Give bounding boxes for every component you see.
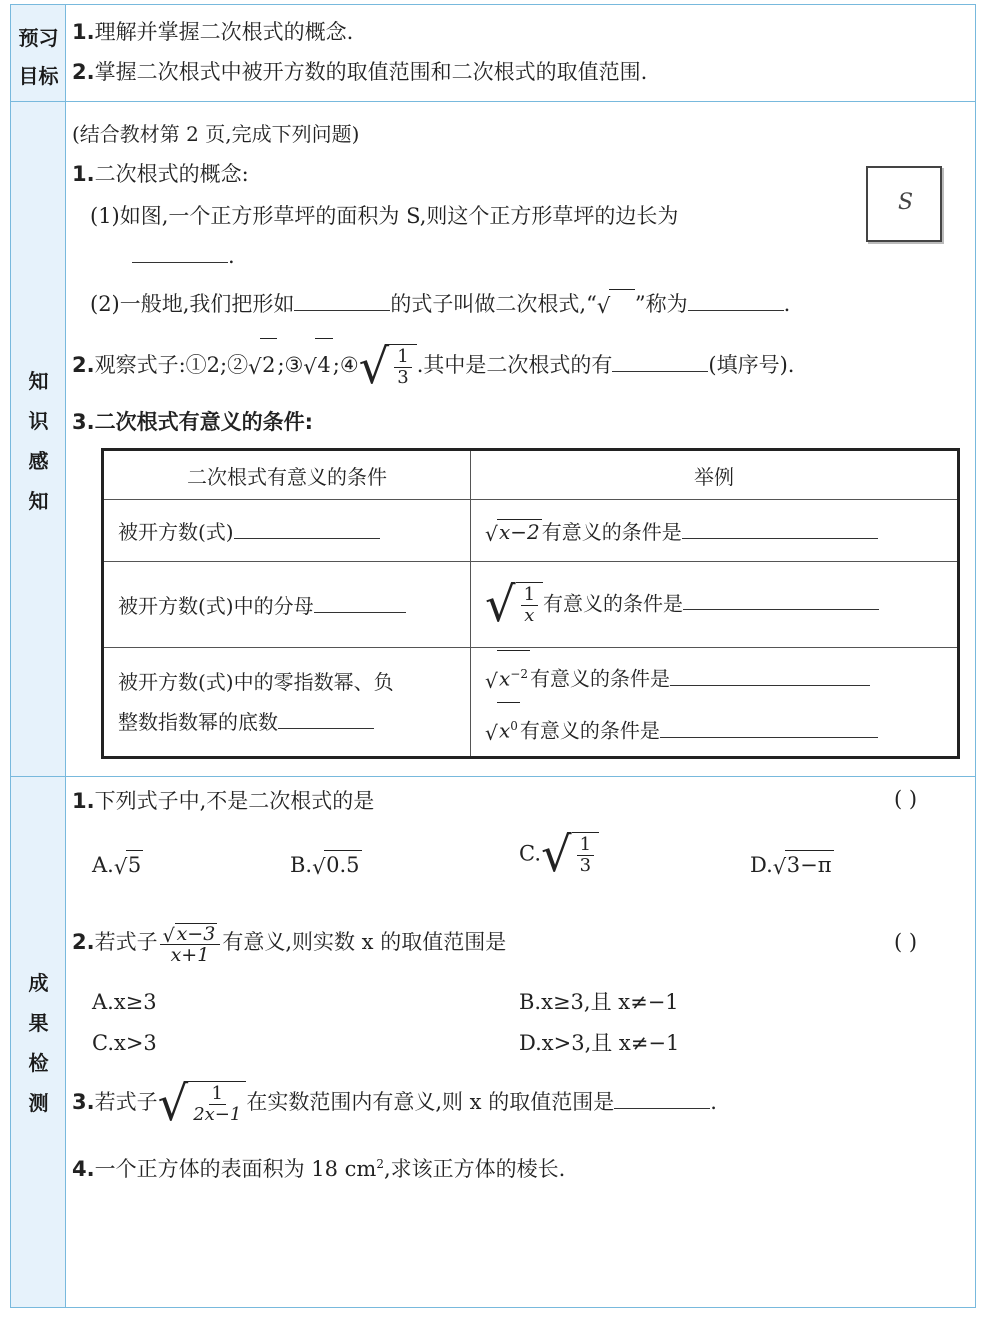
radical-fraction: √ $\frac{1}{3}$ — [541, 832, 599, 878]
option-label: C. — [519, 841, 541, 866]
q1-sub2-text-c: ”称为 — [634, 292, 688, 316]
answer-blank[interactable] — [278, 708, 374, 729]
test-label — [11, 963, 66, 1123]
fraction-denominator: x+1 — [170, 943, 210, 966]
table-row — [103, 562, 959, 648]
test-q2-option-d[interactable]: D.x>3,且 x≠−1 — [519, 1031, 680, 1055]
q3-number: 3. — [72, 410, 95, 434]
q2-text-b: ;③ — [277, 353, 304, 377]
radical-symbol — [597, 289, 635, 318]
q1-sub1: (1)如图,一个正方形草坪的面积为 S,则这个正方形草坪的边长为 — [90, 204, 679, 228]
knowledge-label-char: 知 — [28, 489, 49, 513]
answer-blank[interactable] — [683, 589, 879, 610]
q3-title — [72, 408, 313, 436]
test-q1-text: 下列式子中,不是二次根式的是 — [94, 789, 375, 813]
radical — [163, 923, 218, 944]
test-q1-number: 1. — [72, 789, 95, 813]
preview-label-line2: 目标 — [18, 64, 59, 88]
knowledge-label-char: 识 — [28, 409, 49, 433]
fraction-denominator: 3 — [579, 855, 592, 876]
answer-paren[interactable]: ( ) — [894, 930, 918, 954]
fraction-numerator: 1 — [394, 347, 411, 368]
table-header-example: 举例 — [471, 450, 959, 500]
radical — [485, 650, 530, 702]
test-label-char: 果 — [28, 1011, 49, 1035]
fraction-denominator: 2x−1 — [193, 1103, 242, 1125]
superscript: 2 — [376, 1157, 384, 1171]
radicand: x−3 — [176, 922, 216, 945]
radical — [485, 702, 520, 754]
table-row — [103, 648, 959, 758]
answer-blank[interactable] — [682, 518, 878, 539]
radical — [114, 850, 143, 879]
test-q3-text-a: 若式子 — [94, 1090, 158, 1114]
q1-sub1-answer — [132, 242, 235, 270]
answer-blank[interactable] — [688, 290, 784, 311]
q2-observe — [72, 338, 795, 395]
table-cell-example — [471, 648, 959, 758]
answer-blank[interactable] — [294, 290, 390, 311]
radicand: 5 — [126, 850, 143, 879]
answer-paren[interactable]: ( ) — [894, 787, 918, 811]
option-label: D. — [750, 853, 773, 877]
option-label: B. — [290, 853, 313, 877]
answer-blank[interactable] — [612, 351, 708, 372]
table-cell-example — [471, 500, 959, 562]
row1-condition-text: 被开方数(式) — [118, 520, 234, 544]
divider-knowledge — [11, 776, 975, 777]
radicand: x — [499, 718, 511, 743]
goal-2 — [72, 58, 647, 86]
row3-condition-line1: 被开方数(式)中的零指数幂、负 — [118, 670, 394, 694]
goal-1-text: 理解并掌握二次根式的概念. — [94, 20, 354, 44]
test-q3 — [72, 1074, 717, 1130]
test-q2-option-a[interactable]: A.x≥3 — [92, 990, 157, 1014]
test-q2-option-c[interactable]: C.x>3 — [92, 1031, 157, 1055]
test-q1 — [72, 787, 374, 815]
test-q4 — [72, 1150, 565, 1183]
q1-number: 1. — [72, 162, 95, 186]
radicand: 2 — [260, 338, 277, 391]
test-q2-text-b: 有意义,则实数 x 的取值范围是 — [222, 930, 507, 954]
q1-sub2 — [90, 289, 790, 318]
fraction-denominator: 3 — [397, 366, 409, 388]
knowledge-intro: (结合教材第 2 页,完成下列问题) — [72, 122, 360, 146]
answer-blank[interactable] — [614, 1088, 710, 1109]
table-cell-condition — [103, 562, 471, 648]
test-q3-period: . — [710, 1090, 717, 1114]
q1-sub2-period: . — [783, 292, 791, 316]
q1-sub2-text-b: 的式子叫做二次根式,“ — [390, 292, 597, 316]
test-q2-number: 2. — [72, 930, 95, 954]
test-q3-text-b: 在实数范围内有意义,则 x 的取值范围是 — [246, 1090, 615, 1114]
knowledge-label-char: 知 — [28, 369, 49, 393]
table-header-condition: 二次根式有意义的条件 — [103, 450, 471, 500]
test-q1-option-a[interactable] — [92, 850, 143, 879]
answer-blank[interactable] — [132, 242, 228, 263]
preview-label-line1: 预习 — [18, 26, 59, 50]
table-header-row — [103, 450, 959, 500]
q3-title-text: 二次根式有意义的条件: — [94, 410, 313, 434]
fraction-numerator: 1 — [577, 835, 594, 856]
goal-2-number: 2. — [72, 60, 95, 84]
q1-sub2-text-a: (2)一般地,我们把形如 — [90, 292, 295, 316]
goal-1-number: 1. — [72, 20, 95, 44]
exponent: 0 — [510, 719, 518, 733]
q2-number: 2. — [72, 353, 95, 377]
radical-fraction: √ $\frac{1}{2x-1}$ — [158, 1081, 247, 1127]
test-q2-option-b[interactable]: B.x≥3,且 x≠−1 — [519, 990, 679, 1014]
fraction-numerator: 1 — [521, 585, 538, 606]
radicand: x — [499, 667, 511, 691]
row3-example-a-text: 有意义的条件是 — [529, 667, 670, 691]
answer-blank[interactable] — [660, 717, 878, 738]
q2-text-e: (填序号). — [708, 353, 795, 377]
radicand: x−2 — [499, 520, 540, 544]
radical-fraction: √ $\frac{1}{3}$ — [359, 344, 417, 390]
row3-example-b-text: 有意义的条件是 — [519, 718, 660, 743]
answer-blank[interactable] — [234, 518, 380, 539]
table-cell-example — [471, 562, 959, 648]
radical — [248, 338, 277, 391]
row3-condition-line2: 整数指数幂的底数 — [118, 710, 278, 734]
radical — [312, 850, 361, 879]
knowledge-label — [11, 361, 66, 521]
test-label-char: 成 — [28, 971, 49, 995]
fraction-numerator: 1 — [209, 1084, 226, 1105]
test-label-char: 检 — [28, 1051, 49, 1075]
table-row — [103, 500, 959, 562]
preview-label — [11, 19, 66, 95]
row1-example-text: 有意义的条件是 — [541, 520, 682, 544]
radical — [485, 519, 542, 544]
answer-blank[interactable] — [670, 665, 870, 686]
divider-preview — [11, 101, 975, 102]
test-q4-number: 4. — [72, 1157, 95, 1181]
radical — [303, 338, 332, 391]
row2-example-text: 有意义的条件是 — [543, 591, 684, 615]
goal-1 — [72, 18, 353, 46]
test-q4-text-a: 一个正方体的表面积为 18 cm — [94, 1157, 377, 1181]
knowledge-label-char: 感 — [28, 449, 49, 473]
test-q1-option-d[interactable] — [750, 850, 834, 879]
answer-blank[interactable] — [314, 592, 406, 613]
test-q1-option-c[interactable] — [519, 827, 599, 883]
table-cell-condition — [103, 648, 471, 758]
fraction-denominator: x — [524, 604, 535, 626]
test-label-char: 测 — [28, 1091, 49, 1115]
q2-text-d: .其中是二次根式的有 — [416, 353, 613, 377]
fraction — [160, 923, 221, 965]
test-q2 — [72, 912, 506, 972]
square-area-label: S — [898, 190, 914, 215]
radicand: 3−π — [785, 850, 834, 879]
radicand: 4 — [315, 338, 332, 391]
q1-title-text: 二次根式的概念: — [94, 162, 249, 186]
option-label: A. — [92, 853, 114, 877]
test-q1-option-b[interactable] — [290, 850, 362, 879]
q2-text-a: 观察式子:①2;② — [94, 353, 249, 377]
radical-fraction: √ $\frac{1}{x}$ — [485, 582, 543, 628]
radicand: 0.5 — [324, 850, 361, 879]
table-cell-condition — [103, 500, 471, 562]
test-q4-text-b: ,求该正方体的棱长. — [383, 1157, 566, 1181]
test-q2-text-a: 若式子 — [94, 930, 158, 954]
goal-2-text: 掌握二次根式中被开方数的取值范围和二次根式的取值范围. — [94, 60, 648, 84]
q2-text-c: ;④ — [332, 353, 359, 377]
q1-sub1-period: . — [228, 244, 235, 268]
row2-condition-text: 被开方数(式)中的分母 — [118, 594, 314, 618]
exponent: −2 — [510, 667, 528, 682]
test-q3-number: 3. — [72, 1090, 95, 1114]
conditions-table — [101, 448, 960, 759]
radical — [773, 850, 834, 879]
q1-title — [72, 160, 249, 188]
square-lawn-figure — [866, 166, 942, 242]
